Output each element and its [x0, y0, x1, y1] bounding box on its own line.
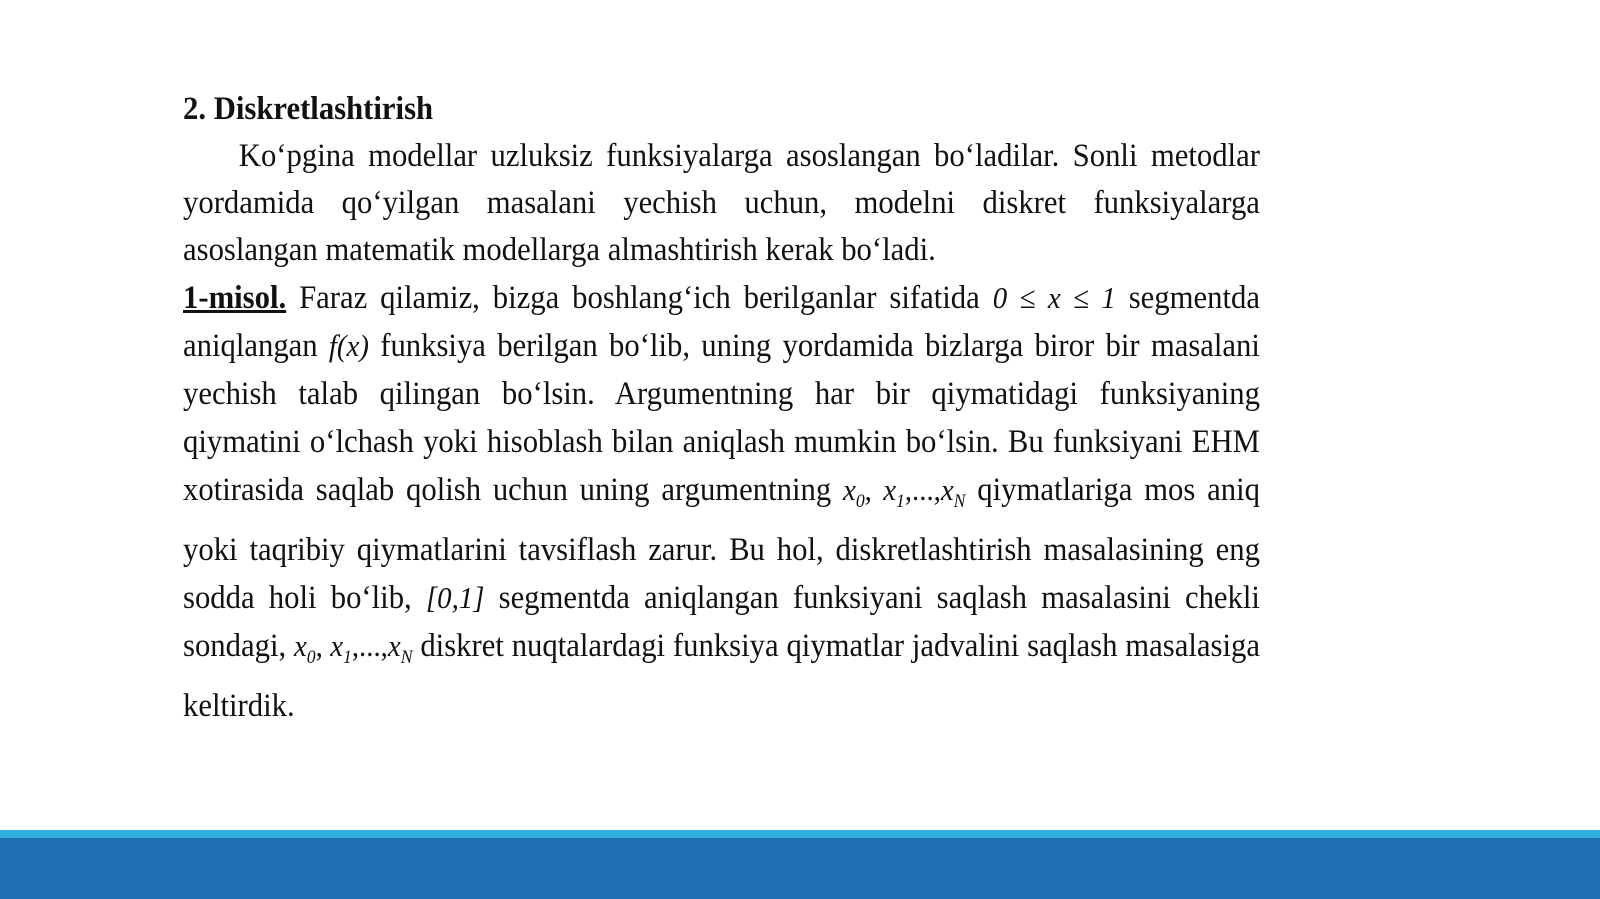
section-heading: 2. Diskretlashtirish [183, 91, 434, 127]
example-label: 1-misol. [183, 280, 287, 316]
sequence-formula-2: $x_0$, $x_1,...,x_N$ [293, 628, 413, 669]
example-text-3: funksiya berilgan bo‘lib, uning yordamida bizlarga biror bir masalani yechish talab qilingan bo‘lsin. Argumentning har bir qiymatidagi funksiyaning qiymatini o‘lchash yoki hisoblash bilan aniqlash mumkin bo‘lsin. Bu funksiyani EHM xotirasida saqlab qolish uchun uning argumentning [183, 328, 1260, 508]
sequence-formula-1: $x_0$, $x_1,...,x_N$ [843, 472, 966, 513]
example-paragraph [183, 274, 1260, 730]
example-text-4: qiymatlariga mos aniq yoki taqribiy qiymatlarini tavsiflash zarur. Bu hol, diskretlashtirish masalasining eng sodda holi bo‘lib, [183, 472, 1260, 617]
example-text-6: diskret nuqtalardagi funksiya qiymatlar jadvalini saqlash masalasiga keltirdik. [183, 628, 1260, 725]
example-text-1: Faraz qilamiz, bizga boshlang‘ich berilganlar sifatida [286, 280, 993, 316]
intro-paragraph: Ko‘pgina modellar uzluksiz funksiyalarga asoslangan bo‘ladilar. Sonli metodlar yordamida qo‘yilgan masalani yechish uchun, modelni diskret funksiyalarga asoslangan matematik modellarga almashtirish kerak bo‘ladi. [183, 138, 1260, 268]
example-text-5: segmentda aniqlangan funksiyani saqlash masalasini chekli sondagi, [183, 580, 1260, 665]
slide-content [183, 86, 1260, 730]
interval-formula: [0,1] [425, 580, 485, 616]
range-formula: 0 ≤ x ≤ 1 [992, 280, 1116, 315]
function-formula: f(x) [328, 328, 369, 363]
example-text-2: segmentda aniqlangan [183, 280, 1260, 364]
footer-stripe [0, 830, 1600, 838]
footer-band [0, 838, 1600, 899]
